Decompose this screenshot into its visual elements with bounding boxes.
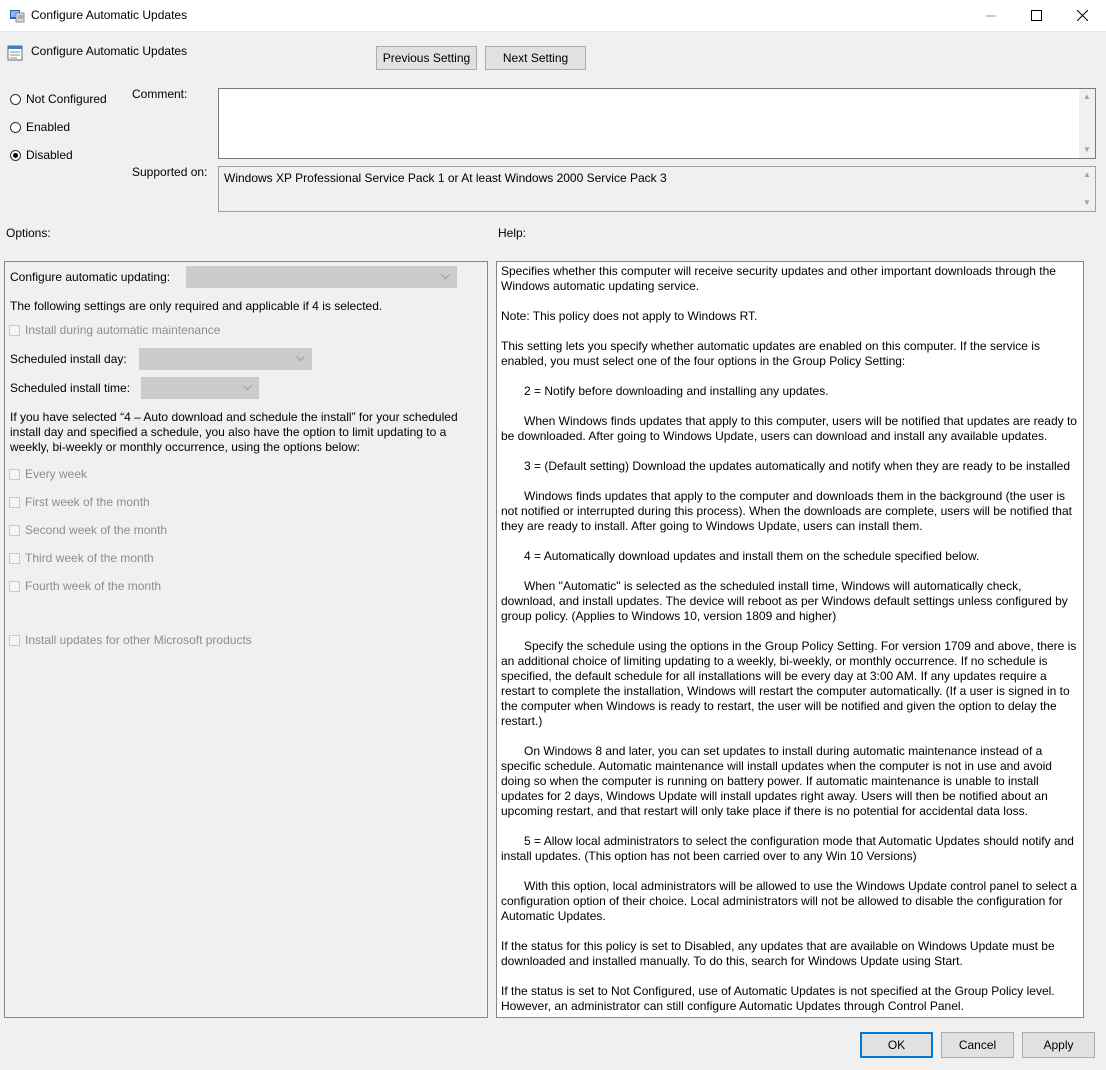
help-paragraph: When "Automatic" is selected as the scheduled install time, Windows will automatically check, download, and install updates. The device will reboot as per Windows default settings unless configured by group policy. (Applies to Windows 10, version 1809 and higher): [501, 579, 1068, 623]
policy-setting-icon: [7, 45, 23, 61]
applicable-note: The following settings are only required and applicable if 4 is selected.: [10, 299, 383, 313]
checkbox-label: Fourth week of the month: [25, 579, 162, 593]
help-paragraph: Windows finds updates that apply to the computer and downloads them in the background (the user is not notified or interrupted during this process). When the downloads are complete, users will be notified that they are ready to install. After going to Windows Update, users can install them.: [501, 489, 1072, 533]
checkbox-label: Second week of the month: [25, 523, 168, 537]
scroll-down-icon[interactable]: ▼: [1083, 145, 1091, 154]
fourth-week-checkbox[interactable]: [9, 578, 161, 594]
radio-label: Enabled: [26, 120, 71, 134]
limit-updating-text: If you have selected “4 – Auto download and schedule the install” for your scheduled install day and specified a schedule, you also have the option to limit updating to a weekly, bi-weekly or monthly occurrence, using the options below:: [10, 410, 458, 454]
policy-name: Configure Automatic Updates: [31, 44, 188, 58]
supported-on-field: [218, 166, 1096, 212]
supported-on-label: Supported on:: [132, 165, 208, 179]
next-setting-button[interactable]: [485, 46, 586, 70]
help-paragraph: 2 = Notify before downloading and installing any updates.: [524, 384, 829, 398]
help-paragraph: 5 = Allow local administrators to select the configuration mode that Automatic Updates should notify and install updates. (This option has not been carried over to any Win 10 Versions): [501, 834, 1074, 863]
cancel-label: Cancel: [958, 1038, 997, 1052]
help-paragraph: Note: This policy does not apply to Windows RT.: [501, 309, 758, 323]
radio-circle[interactable]: [10, 150, 21, 161]
install-time-dropdown[interactable]: [141, 377, 259, 399]
supported-scrollbar[interactable]: [1079, 167, 1095, 211]
minimize-button[interactable]: [968, 0, 1014, 31]
configure-updating-dropdown[interactable]: [186, 266, 457, 288]
previous-setting-label: Previous Setting: [382, 51, 471, 65]
checkbox-label: Every week: [25, 467, 88, 481]
install-day-dropdown[interactable]: [139, 348, 312, 370]
apply-label: Apply: [1043, 1038, 1074, 1052]
help-paragraph: This setting lets you specify whether automatic updates are enabled on this computer. If the service is enabled, you must select one of the four options in the Group Policy Setting:: [501, 339, 1040, 368]
help-section-label: Help:: [498, 226, 527, 240]
checkbox-box[interactable]: [9, 553, 20, 564]
first-week-checkbox[interactable]: [9, 494, 150, 510]
chevron-down-icon: [441, 274, 450, 280]
help-content: [501, 264, 1079, 1018]
comment-scrollbar[interactable]: [1079, 89, 1095, 158]
ok-button[interactable]: [860, 1032, 933, 1058]
close-button[interactable]: [1059, 0, 1105, 31]
checkbox-label: Third week of the month: [25, 551, 154, 565]
third-week-checkbox[interactable]: [9, 550, 154, 566]
options-section-label: Options:: [6, 226, 51, 240]
radio-label: Not Configured: [26, 92, 107, 106]
install-time-label: Scheduled install time:: [10, 381, 131, 395]
maximize-button[interactable]: [1013, 0, 1059, 31]
every-week-checkbox[interactable]: [9, 466, 87, 482]
previous-setting-button[interactable]: [376, 46, 477, 70]
title-bar: [0, 0, 1106, 32]
chevron-down-icon: [296, 356, 305, 362]
checkbox-label: Install updates for other Microsoft products: [25, 633, 252, 647]
checkbox-box[interactable]: [9, 525, 20, 536]
chevron-down-icon: [243, 385, 252, 391]
scroll-up-icon[interactable]: ▲: [1083, 170, 1091, 179]
help-paragraph: When Windows finds updates that apply to this computer, users will be notified that updates are ready to be downloaded. After going to Windows Update, users can download and install any available updates.: [501, 414, 1077, 443]
checkbox-box[interactable]: [9, 469, 20, 480]
help-paragraph: 4 = Automatically download updates and install them on the schedule specified below.: [524, 549, 980, 563]
maximize-icon: [1031, 10, 1042, 21]
help-paragraph: 3 = (Default setting) Download the updates automatically and notify when they are ready to be installed: [524, 459, 1070, 473]
radio-label: Disabled: [26, 148, 73, 162]
install-maintenance-checkbox[interactable]: [9, 322, 220, 338]
radio-not-configured[interactable]: [10, 91, 107, 107]
install-day-label: Scheduled install day:: [10, 352, 127, 366]
ok-label: OK: [887, 1038, 906, 1052]
options-panel: [4, 261, 488, 1018]
checkbox-label: First week of the month: [25, 495, 150, 509]
help-paragraph: Specifies whether this computer will receive security updates and other important downloads through the Windows automatic updating service.: [501, 264, 1056, 293]
apply-button[interactable]: [1022, 1032, 1095, 1058]
scroll-up-icon[interactable]: ▲: [1083, 92, 1091, 101]
help-paragraph: Specify the schedule using the options in the Group Policy Setting. For version 1709 and above, there is an additional choice of limiting updating to a weekly, bi-weekly, or monthly occurrence. If no schedule is specified, the default schedule for all installations will be every day at 3:00 AM. If any updates require a restart to complete the installation, Windows will restart the computer automatically. (If a user is signed in to the computer when Windows is ready to restart, the user will be notified and given the option to delay the restart.): [501, 639, 1077, 728]
radio-circle[interactable]: [10, 122, 21, 133]
next-setting-label: Next Setting: [502, 51, 569, 65]
other-products-checkbox[interactable]: [9, 632, 252, 648]
second-week-checkbox[interactable]: [9, 522, 167, 538]
checkbox-label: Install during automatic maintenance: [25, 323, 221, 337]
scroll-down-icon[interactable]: ▼: [1083, 198, 1091, 207]
checkbox-box[interactable]: [9, 635, 20, 646]
help-paragraph: On Windows 8 and later, you can set updates to install during automatic maintenance instead of a specific schedule. Automatic maintenance will install updates when the computer is not in use and avoid doing so when the computer is running on battery power. If automatic maintenance is unable to install updates for 2 days, Windows Update will install updates right away. Users will then be notified about an upcoming restart, and that restart will only take place if there is no potential for accidental data loss.: [501, 744, 1052, 818]
radio-circle[interactable]: [10, 94, 21, 105]
help-paragraph: With this option, local administrators will be allowed to use the Windows Update control panel to select a configuration option of their choice. Local administrators will not be allowed to disable the configuration for Automatic Updates.: [501, 879, 1077, 923]
supported-on-value: Windows XP Professional Service Pack 1 or At least Windows 2000 Service Pack 3: [224, 171, 667, 185]
configure-updating-label: Configure automatic updating:: [10, 270, 171, 284]
radio-disabled[interactable]: [10, 147, 73, 163]
help-paragraph: If the status is set to Not Configured, use of Automatic Updates is not specified at the Group Policy level. However, an administrator can still configure Automatic Updates through Control Panel.: [501, 984, 1055, 1013]
comment-label: Comment:: [132, 87, 188, 101]
checkbox-box[interactable]: [9, 325, 20, 336]
group-policy-app-icon: [9, 7, 25, 23]
comment-textarea[interactable]: [218, 88, 1096, 159]
radio-enabled[interactable]: [10, 119, 70, 135]
window-title: Configure Automatic Updates: [31, 8, 188, 22]
cancel-button[interactable]: [941, 1032, 1014, 1058]
minimize-icon: [986, 11, 996, 21]
help-panel[interactable]: [496, 261, 1084, 1018]
close-icon: [1077, 10, 1088, 21]
checkbox-box[interactable]: [9, 497, 20, 508]
checkbox-box[interactable]: [9, 581, 20, 592]
help-paragraph: If the status for this policy is set to Disabled, any updates that are available on Windows Update must be downloaded and installed manually. To do this, search for Windows Update using Start.: [501, 939, 1055, 968]
